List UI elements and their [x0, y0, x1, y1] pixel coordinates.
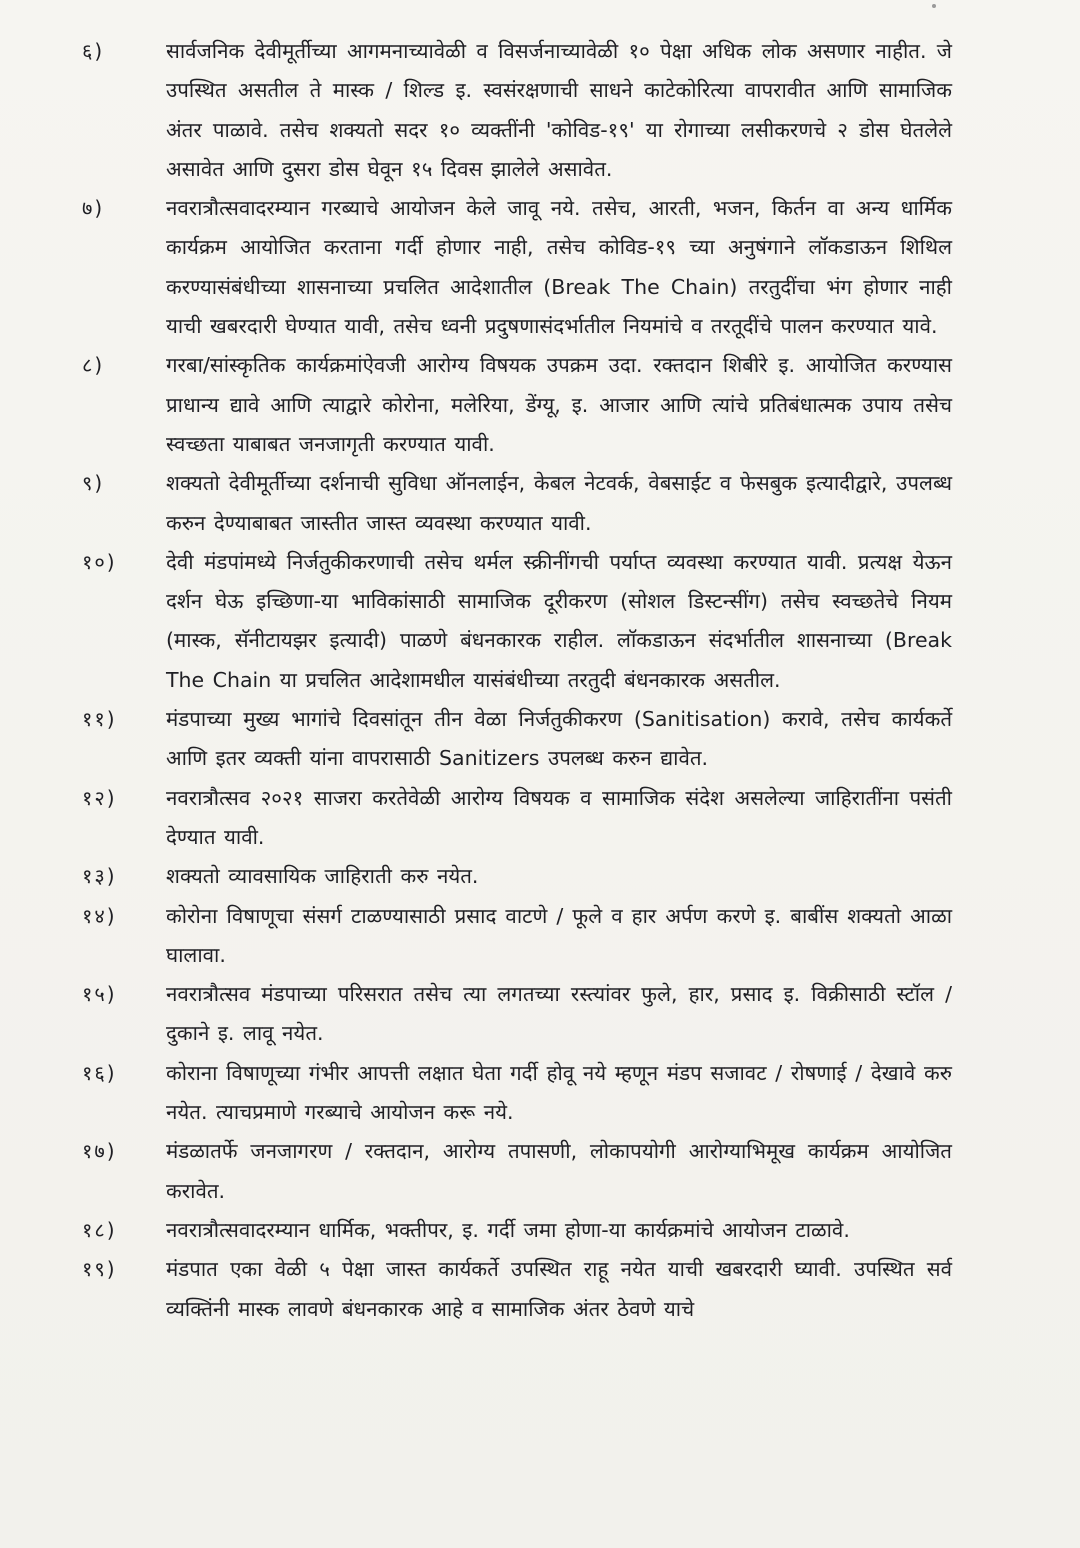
list-item	[82, 189, 952, 346]
item-text: नवरात्रौत्सवादरम्यान गरब्याचे आयोजन केले जावू नये. तसेच, आरती, भजन, किर्तन वा अन्य धार्मिक कार्यक्रम आयोजित करताना गर्दी होणार नाही, तसेच कोविड-१९ च्या अनुषंगाने लॉकडाऊन शिथिल करण्यासंबंधीच्या शासनाच्या प्रचलित आदेशातील (Break The Chain) तरतुदींचा भंग होणार नाही याची खबरदारी घेण्यात यावी, तसेच ध्वनी प्रदुषणासंदर्भातील नियमांचे व तरतूदींचे पालन करण्यात यावे.	[166, 196, 952, 339]
item-number: १७)	[82, 1139, 117, 1164]
list-item	[82, 857, 952, 896]
list-item	[82, 1054, 952, 1133]
list-item	[82, 1250, 952, 1329]
item-number: १३)	[82, 864, 117, 889]
list-item	[82, 32, 952, 189]
item-text: नवरात्रौत्सव मंडपाच्या परिसरात तसेच त्या लगतच्या रस्त्यांवर फुले, हार, प्रसाद इ. विक्रीसाठी स्टॉल / दुकाने इ. लावू नयेत.	[166, 982, 952, 1046]
item-number: १५)	[82, 982, 117, 1007]
list-item	[82, 1211, 952, 1250]
list-item	[82, 543, 952, 700]
item-text: देवी मंडपांमध्ये निर्जतुकीकरणाची तसेच थर्मल स्क्रीनींगची पर्याप्त व्यवस्था करण्यात यावी. प्रत्यक्ष येऊन दर्शन घेऊ इच्छिणा-या भाविकांसाठी सामाजिक दूरीकरण (सोशल डिस्टन्सींग) तसेच स्वच्छतेचे नियम (मास्क, सॅनीटायझर इत्यादी) पाळणे बंधनकारक राहील. लॉकडाऊन संदर्भातील शासनाच्या (Break The Chain या प्रचलित आदेशामधील यासंबंधीच्या तरतुदी बंधनकारक असतील.	[166, 549, 952, 692]
item-number: १०)	[82, 549, 117, 574]
list-item	[82, 779, 952, 858]
item-text: नवरात्रौत्सव २०२१ साजरा करतेवेळी आरोग्य विषयक व सामाजिक संदेश असलेल्या जाहिरातींना पसंती देण्यात यावी.	[166, 785, 952, 849]
list-item	[82, 464, 952, 543]
item-number: १८)	[82, 1217, 117, 1242]
item-text: नवरात्रौत्सवादरम्यान धार्मिक, भक्तीपर, इ. गर्दी जमा होणा-या कार्यक्रमांचे आयोजन टाळावे.	[166, 1217, 850, 1242]
item-number: १२)	[82, 785, 117, 810]
item-number: १६)	[82, 1060, 117, 1085]
page-speck	[932, 4, 936, 8]
list-item	[82, 1132, 952, 1211]
list-item	[82, 346, 952, 464]
item-text: शक्यतो देवीमूर्तीच्या दर्शनाची सुविधा ऑनलाईन, केबल नेटवर्क, वेबसाईट व फेसबुक इत्यादीद्वारे, उपलब्ध करुन देण्याबाबत जास्तीत जास्त व्यवस्था करण्यात यावी.	[166, 471, 952, 535]
item-text: गरबा/सांस्कृतिक कार्यक्रमांऐवजी आरोग्य विषयक उपक्रम उदा. रक्तदान शिबीरे इ. आयोजित करण्यास प्राधान्य द्यावे आणि त्याद्वारे कोरोना, मलेरिया, डेंग्यू, इ. आजार आणि त्यांचे प्रतिबंधात्मक उपाय तसेच स्वच्छता याबाबत जनजागृती करण्यात यावी.	[166, 353, 952, 456]
item-number: ८)	[82, 353, 105, 378]
item-number: ६)	[82, 39, 105, 63]
item-number: ९)	[82, 471, 105, 496]
item-text: कोराना विषाणूच्या गंभीर आपत्ती लक्षात घेता गर्दी होवू नये म्हणून मंडप सजावट / रोषणाई / देखावे करु नयेत. त्याचप्रमाणे गरब्याचे आयोजन करू नये.	[166, 1060, 952, 1125]
item-number: १४)	[82, 903, 117, 928]
list-item	[82, 897, 952, 976]
item-text: मंडळातर्फे जनजागरण / रक्तदान, आरोग्य तपासणी, लोकापयोगी आरोग्याभिमूख कार्यक्रम आयोजित करावेत.	[166, 1139, 952, 1203]
item-number: ७)	[82, 196, 105, 221]
item-text: शक्यतो व्यावसायिक जाहिराती करु नयेत.	[166, 864, 479, 889]
item-number: ११)	[82, 707, 117, 732]
item-text: कोरोना विषाणूचा संसर्ग टाळण्यासाठी प्रसाद वाटणे / फूले व हार अर्पण करणे इ. बाबींस शक्यतो आळा घालावा.	[166, 903, 952, 967]
item-text: मंडपाच्या मुख्य भागांचे दिवसांतून तीन वेळा निर्जतुकीकरण (Sanitisation) करावे, तसेच कार्यकर्ते आणि इतर व्यक्ती यांना वापरासाठी Sanitizers उपलब्ध करुन द्यावेत.	[166, 707, 952, 771]
item-text: सार्वजनिक देवीमूर्तीच्या आगमनाच्यावेळी व विसर्जनाच्यावेळी १० पेक्षा अधिक लोक असणार नाहीत. जे उपस्थित असतील ते मास्क / शिल्ड इ. स्वसंरक्षणाची साधने काटेकोरित्या वापरावीत आणि सामाजिक अंतर पाळावे. तसेच शक्यतो सदर १० व्यक्तींनी 'कोविड-१९' या रोगाच्या लसीकरणचे २ डोस घेतलेले असावेत आणि दुसरा डोस घेवून १५ दिवस झालेले असावेत.	[166, 39, 952, 181]
item-number: १९)	[82, 1257, 117, 1282]
item-text: मंडपात एका वेळी ५ पेक्षा जास्त कार्यकर्ते उपस्थित राहू नयेत याची खबरदारी घ्यावी. उपस्थित सर्व व्यक्तिंनी मास्क लावणे बंधनकारक आहे व सामाजिक अंतर ठेवणे याचे	[166, 1257, 952, 1321]
list-item	[82, 700, 952, 779]
list-item	[82, 975, 952, 1054]
